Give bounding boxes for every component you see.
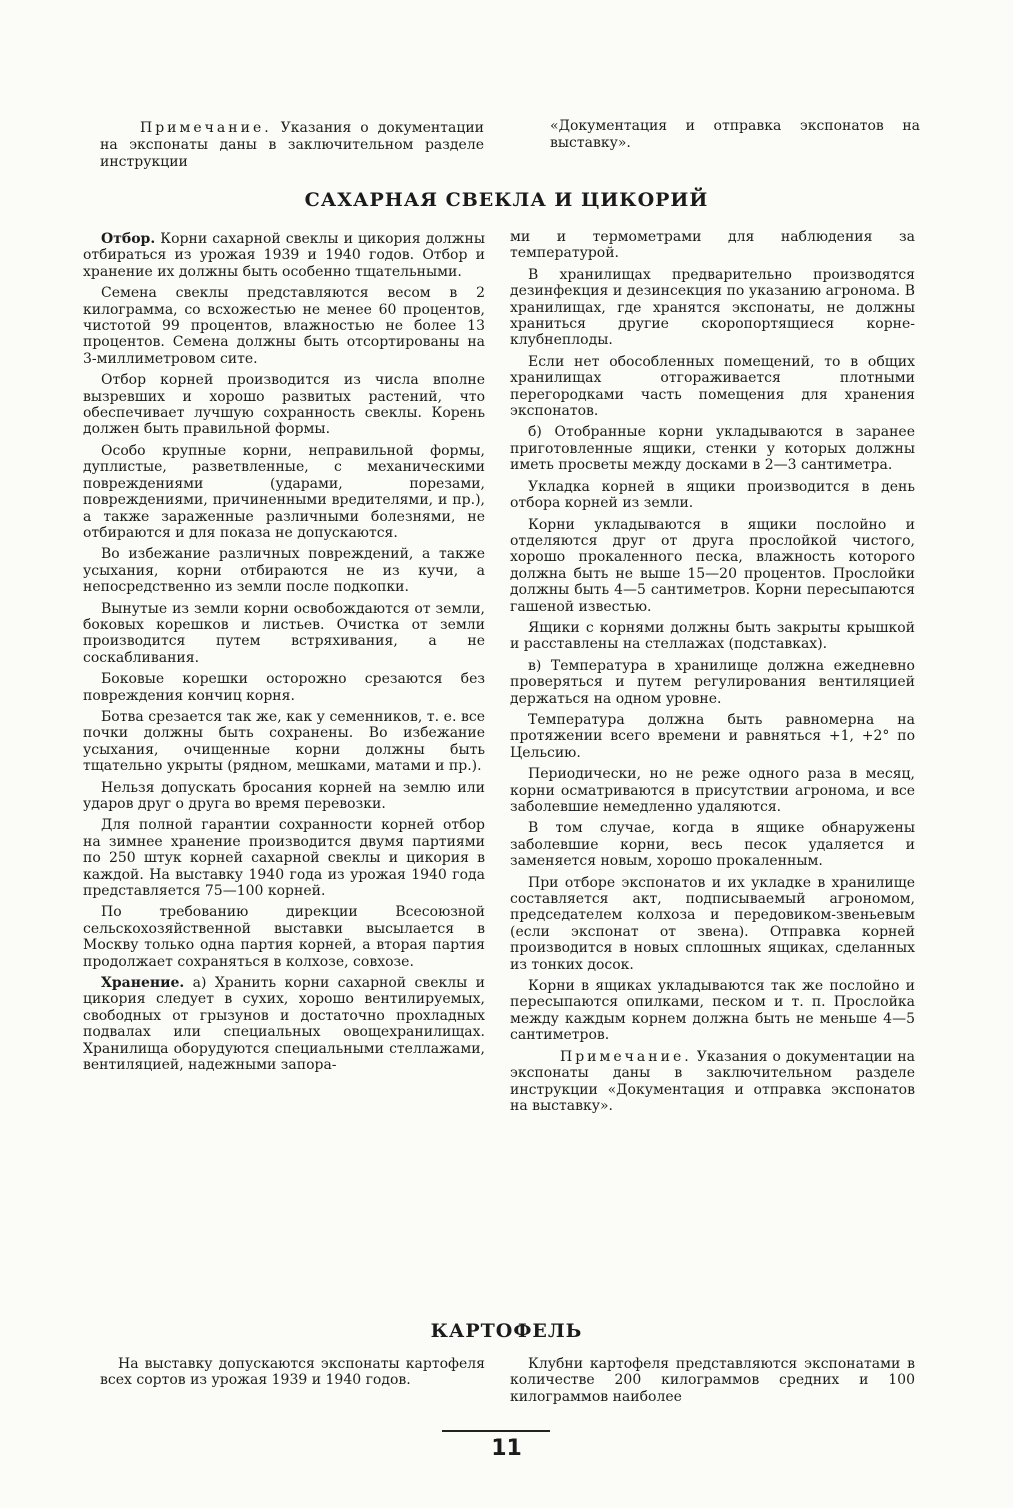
paragraph: При отборе экспонатов и их укладке в хранилище составляется акт, подписываемый агрономом, председателем колхоза и передовиком-звеньевым (если экспонат от звена). Отправка корней производится в новых сплошных ящиках, сделанных из тонких досок. bbox=[510, 874, 915, 973]
paragraph: Периодически, но не реже одного раза в месяц, корни осматриваются в присутствии агронома, и все заболевшие немедленно удаляются. bbox=[510, 766, 915, 815]
paragraph: Корни в ящиках укладываются так же послойно и пересыпаются опилками, песком и т. п. Прослойка между каждым корнем должна быть не меньше 4—5 сантиметров. bbox=[510, 978, 915, 1044]
paragraph: Температура должна быть равномерна на протяжении всего времени и равняться +1, +2° по Цельсию. bbox=[510, 711, 915, 761]
section-title-potato: КАРТОФЕЛЬ bbox=[430, 1320, 583, 1342]
paragraph: Во избежание различных повреждений, а также усыхания, корни отбираются не из кучи, а непосредственно из земли после подкопки. bbox=[83, 546, 485, 596]
section1-right-column bbox=[510, 229, 915, 1119]
top-note-prefix: Примечание. bbox=[140, 120, 272, 136]
paragraph: Вынутые из земли корни освобождаются от земли, боковых корешков и листьев. Очистка от земли производится путем встряхивания, а не соскабливания. bbox=[83, 600, 485, 666]
page-number: 11 bbox=[491, 1436, 522, 1461]
paragraph: ми и термометрами для наблюдения за температурой. bbox=[510, 229, 915, 262]
paragraph-text: а) Хранить корни сахарной свеклы и цикория следует в сухих, хорошо вентилируемых, свободных от грызунов и достаточно прохладных подвалах или специальных овощехранилищах. Хранилища оборудуются специальными стеллажами, вентиляцией, надежными запора- bbox=[83, 975, 485, 1074]
section1-note bbox=[510, 1049, 915, 1115]
paragraph: По требованию дирекции Всесоюзной сельскохозяйственной выставки высылается в Москву только одна партия корней, а вторая партия продолжает сохраняться в колхозе, совхозе. bbox=[83, 904, 485, 970]
lead-word-selection: Отбор. bbox=[101, 231, 156, 247]
paragraph: На выставку допускаются экспонаты картофеля всех сортов из урожая 1939 и 1940 годов. bbox=[100, 1356, 485, 1389]
section2-right-column bbox=[510, 1356, 915, 1410]
paragraph: Отбор корней производится из числа вполне вызревших и хорошо развитых растений, что обеспечивает лучшую сохранность свеклы. Корень должен быть правильной формы. bbox=[83, 372, 485, 438]
footer-rule bbox=[442, 1430, 550, 1432]
paragraph bbox=[83, 231, 485, 280]
section2-left-column bbox=[100, 1356, 485, 1394]
paragraph: б) Отобранные корни укладываются в заранее приготовленные ящики, стенки у которых должны иметь просветы между досками в 2—3 сантиметра. bbox=[510, 424, 915, 474]
lead-word-storage: Хранение. bbox=[101, 975, 185, 992]
paragraph: Боковые корешки осторожно срезаются без повреждения кончиц корня. bbox=[83, 671, 485, 704]
paragraph: Ящики с корнями должны быть закрыты крышкой и расставлены на стеллажах (подставках). bbox=[510, 619, 915, 653]
paragraph: Если нет обособленных помещений, то в общих хранилищах отгораживается плотными перегородками часть помещения для хранения экспонатов. bbox=[510, 353, 915, 420]
top-note-right bbox=[550, 118, 920, 152]
paragraph: Корни укладываются в ящики послойно и отделяются друг от друга прослойкой чистого, хорошо прокаленного песка, влажность которого должна быть не выше 15—20 процентов. Прослойки должны быть 4—5 сантиметров. Корни пересыпаются гашеной известью. bbox=[510, 516, 915, 615]
note-text: Указания о документации на экспонаты даны в заключительном разделе инструкции «Документация и отправка экспонатов на выставку». bbox=[510, 1048, 915, 1114]
paragraph: Ботва срезается так же, как у семенников, т. е. все почки должны быть сохранены. Во избежание усыхания, очищенные корни должны быть тщательно укрыты (рядном, мешками, матами и пр.). bbox=[83, 708, 485, 775]
top-note-right-text: «Документация и отправка экспонатов на выставку». bbox=[550, 118, 920, 151]
paragraph: в) Температура в хранилище должна ежедневно проверяться и путем регулирования вентиляцией держаться на одном уровне. bbox=[510, 657, 915, 707]
paragraph-text: Корни сахарной свеклы и цикория должны отбираться из урожая 1939 и 1940 годов. Отбор и хранение их должны быть особенно тщательными. bbox=[83, 231, 485, 280]
top-note-left bbox=[100, 120, 484, 171]
paragraph: Для полной гарантии сохранности корней отбор на зимнее хранение производится двумя партиями по 250 штук корней сахарной свеклы и цикория в каждой. На выставку 1940 года из урожая 1940 года представляется 75—100 корней. bbox=[83, 817, 485, 900]
paragraph: Укладка корней в ящики производится в день отбора корней из земли. bbox=[510, 478, 915, 512]
paragraph: Нельзя допускать бросания корней на землю или ударов друг о друга во время перевозки. bbox=[83, 779, 485, 812]
top-note-left-text: Указания о документации на экспонаты даны в заключительном разделе инструкции bbox=[100, 120, 484, 170]
paragraph: В хранилищах предварительно производятся дезинфекция и дезинсекция по указанию агронома. В хранилищах, где хранятся экспонаты, не должны храниться другие скоропортящиеся корне-клубнеплоды. bbox=[510, 266, 915, 349]
top-note-left-paragraph bbox=[100, 120, 484, 171]
paragraph: Семена свеклы представляются весом в 2 килограмма, со всхожестью не менее 60 процентов, чистотой 99 процентов, влажностью не более 13 процентов. Семена должны быть отсортированы на 3-миллиметровом сите. bbox=[83, 285, 485, 367]
section-title-sugar-beet: САХАРНАЯ СВЕКЛА И ЦИКОРИЙ bbox=[304, 189, 709, 211]
paragraph bbox=[83, 975, 485, 1073]
section1-left-column bbox=[83, 231, 485, 1079]
paragraph: Особо крупные корни, неправильной формы, дуплистые, разветвленные, с механическими повреждениями (ударами, порезами, повреждениями, причиненными вредителями, и пр.), а также зараженные различными болезнями, не отбираются и для показа не допускаются. bbox=[83, 442, 485, 541]
paragraph: Клубни картофеля представляются экспонатами в количестве 200 килограммов средних и 100 килограммов наиболее bbox=[510, 1356, 915, 1405]
note-prefix: Примечание. bbox=[560, 1048, 692, 1065]
paragraph: В том случае, когда в ящике обнаружены заболевшие корни, весь песок удаляется и заменяется новым, хорошо прокаленным. bbox=[510, 820, 915, 870]
